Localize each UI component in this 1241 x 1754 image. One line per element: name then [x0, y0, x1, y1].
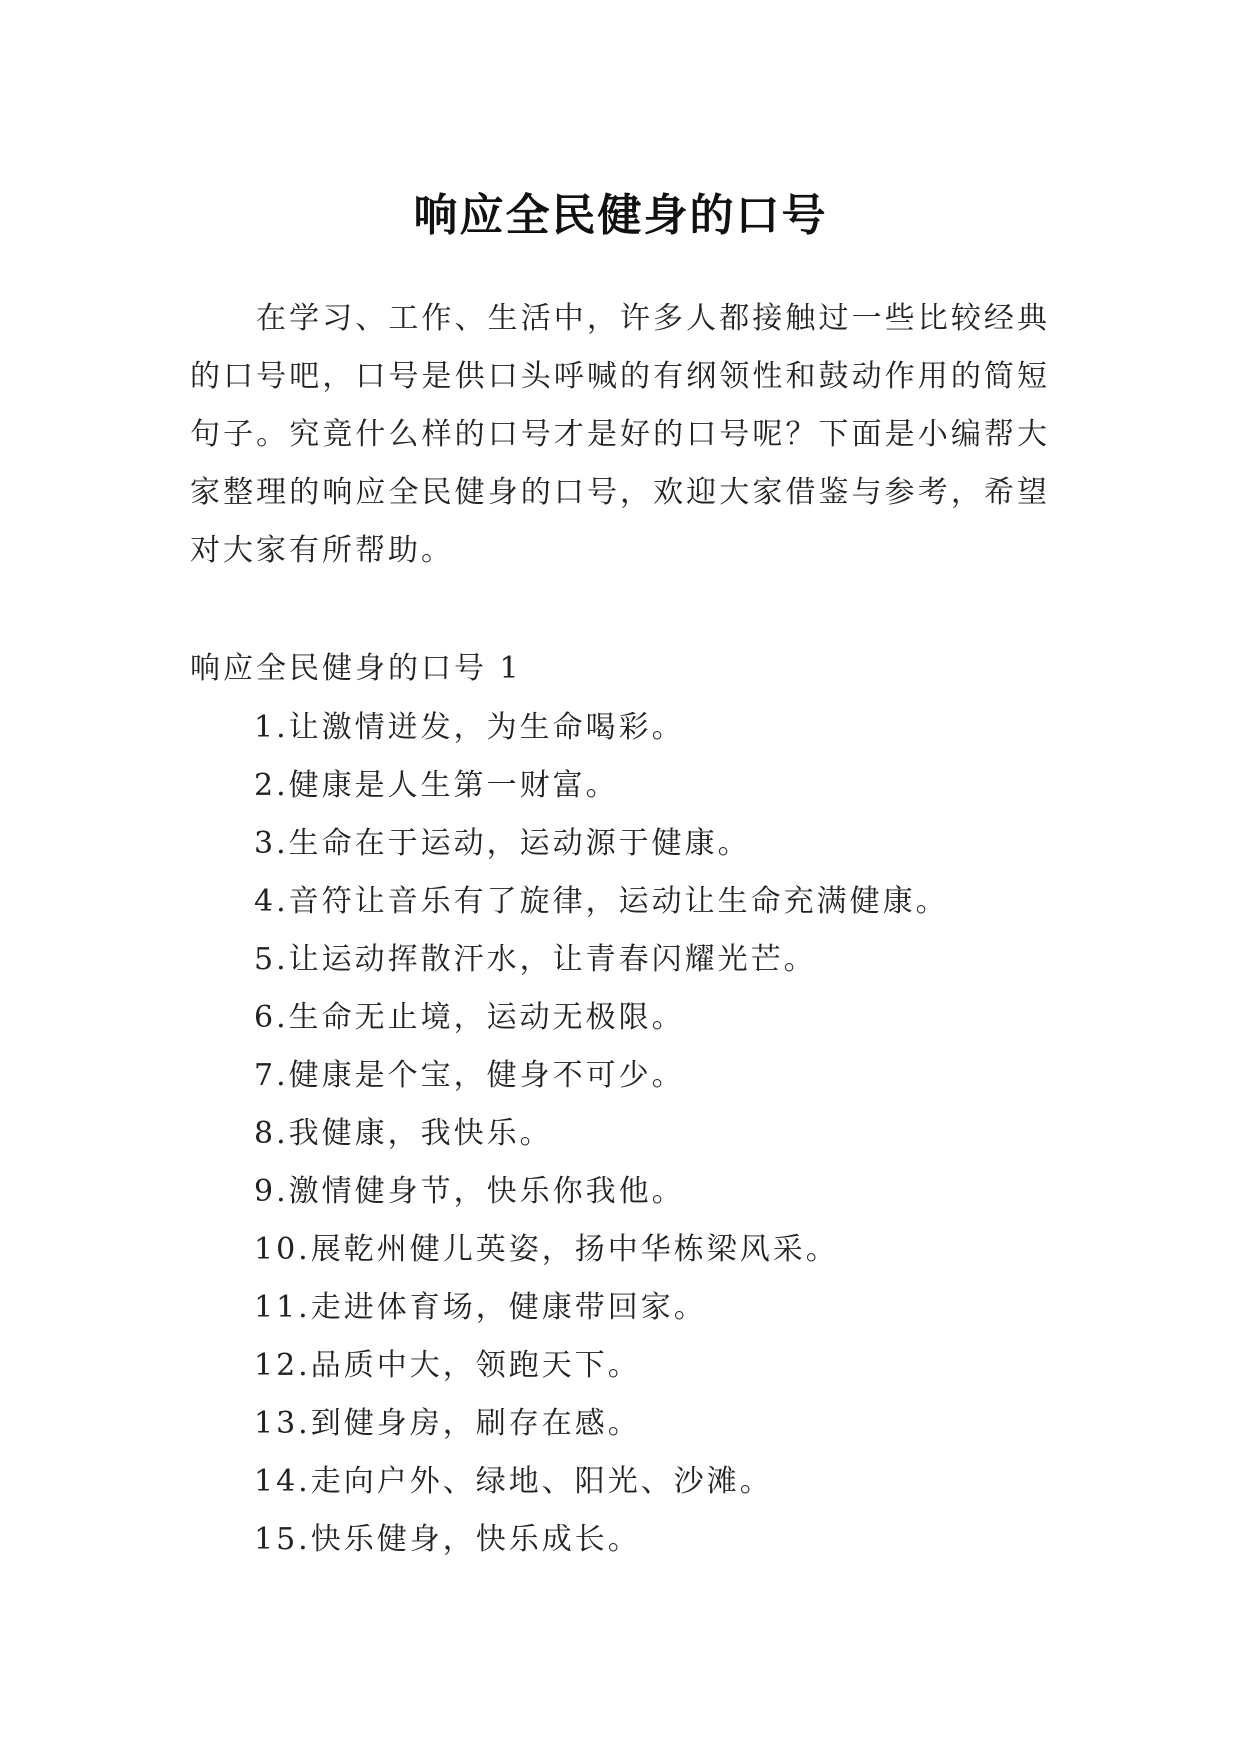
list-item: 1.让激情迸发，为生命喝彩。: [254, 710, 685, 745]
list-item: 3.生命在于运动，运动源于健康。: [254, 826, 751, 861]
list-item: 9.激情健身节，快乐你我他。: [254, 1174, 685, 1209]
list-item: 12.品质中大，领跑天下。: [254, 1348, 641, 1383]
list-item: 6.生命无止境，运动无极限。: [254, 1000, 685, 1035]
list-item: 4.音符让音乐有了旋律，运动让生命充满健康。: [254, 884, 949, 919]
list-item: 5.让运动挥散汗水，让青春闪耀光芒。: [254, 942, 817, 977]
list-item: 11.走进体育场，健康带回家。: [254, 1290, 707, 1325]
section-heading: 响应全民健身的口号 1: [190, 651, 522, 686]
list-item: 14.走向户外、绿地、阳光、沙滩。: [254, 1464, 773, 1499]
list-item: 2.健康是人生第一财富。: [254, 768, 619, 803]
intro-paragraph: 在学习、工作、生活中，许多人都接触过一些比较经典的口号吧，口号是供口头呼喊的有纲领性和鼓动作用的简短句子。究竟什么样的口号才是好的口号呢？下面是小编帮大家整理的响应全民健身的口号，欢迎大家借鉴与参考，希望对大家有所帮助。: [190, 301, 1050, 568]
document-title: 响应全民健身的口号: [413, 190, 828, 242]
list-item: 10.展乾州健儿英姿，扬中华栋梁风采。: [254, 1232, 839, 1267]
list-item: 15.快乐健身，快乐成长。: [254, 1522, 641, 1557]
list-item: 8.我健康，我快乐。: [254, 1116, 553, 1151]
list-item: 7.健康是个宝，健身不可少。: [254, 1058, 685, 1093]
list-item: 13.到健身房，刷存在感。: [254, 1406, 641, 1441]
slogan-list: [254, 699, 949, 1569]
